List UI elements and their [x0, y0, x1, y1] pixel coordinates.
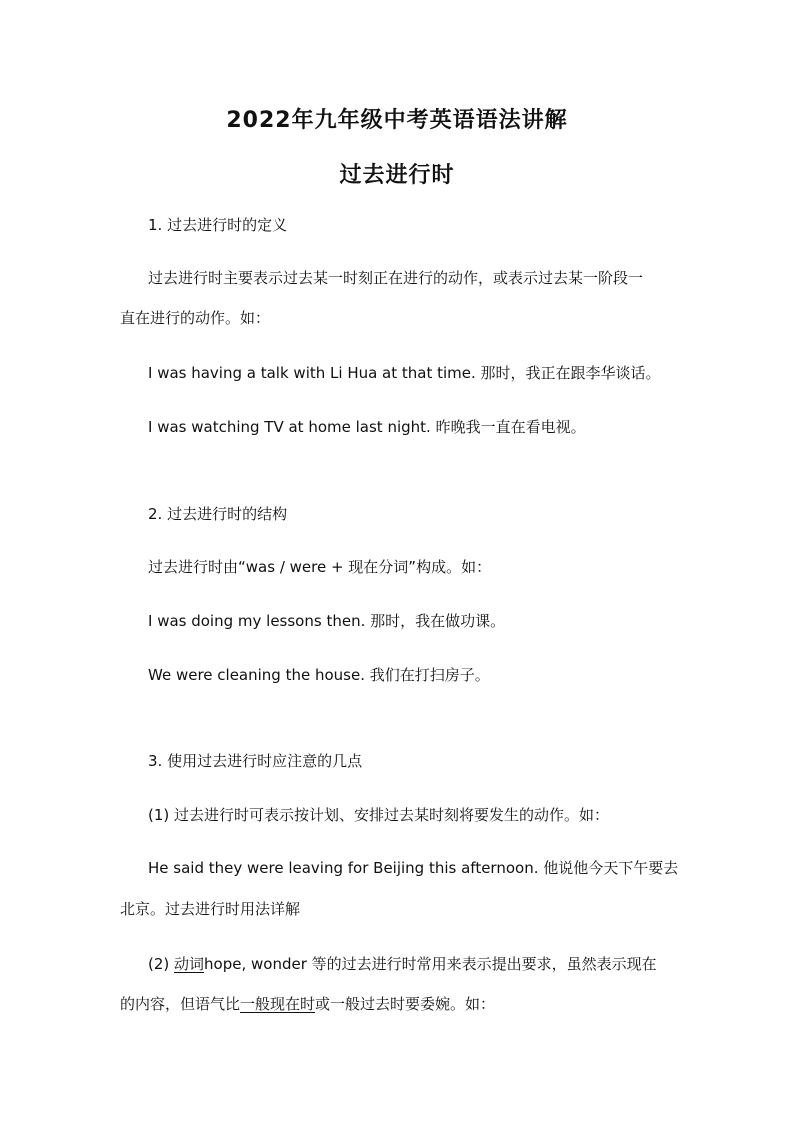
note-2b-prefix: 的内容，但语气比	[120, 995, 241, 1013]
document-subtitle: 过去进行时	[339, 163, 455, 188]
note-2-text: hope, wonder 等的过去进行时常用来表示提出要求，虽然表示现在	[204, 955, 657, 973]
section-3-note-1: (1) 过去进行时可表示按计划、安排过去某时刻将要发生的动作。如：	[148, 806, 610, 824]
section-2-heading: 2. 过去进行时的结构	[148, 505, 288, 523]
section-3-heading: 3. 使用过去进行时应注意的几点	[148, 752, 363, 770]
section-3-example-1-line-2: 北京。过去进行时用法详解	[120, 900, 301, 918]
section-1-paragraph-line-1: 过去进行时主要表示过去某一时刻正在进行的动作，或表示过去某一阶段一	[148, 269, 644, 287]
section-3-example-1-line-1: He said they were leaving for Beijing this afternoon. 他说他今天下午要去	[148, 859, 679, 877]
section-2-example-2: We were cleaning the house. 我们在打扫房子。	[148, 666, 490, 684]
section-2-paragraph: 过去进行时由“was / were + 现在分词”构成。如：	[148, 558, 492, 576]
section-2-example-1: I was doing my lessons then. 那时，我在做功课。	[148, 612, 506, 630]
simple-present-link[interactable]: 一般现在时	[240, 995, 316, 1013]
section-1-example-2: I was watching TV at home last night. 昨晚我一直在看电视。	[148, 418, 586, 436]
document-title: 2022年九年级中考英语语法讲解	[226, 108, 568, 133]
verb-link[interactable]: 动词	[174, 955, 205, 973]
note-2b-text: 或一般过去时要委婉。如：	[315, 995, 496, 1013]
section-3-note-2-line-1	[148, 953, 657, 975]
section-1-heading: 1. 过去进行时的定义	[148, 216, 288, 234]
note-2-prefix: (2)	[148, 955, 175, 973]
section-1-paragraph-line-2: 直在进行的动作。如：	[120, 309, 271, 327]
section-3-note-2-line-2	[120, 993, 495, 1015]
section-1-example-1: I was having a talk with Li Hua at that time. 那时，我正在跟李华谈话。	[148, 364, 661, 382]
